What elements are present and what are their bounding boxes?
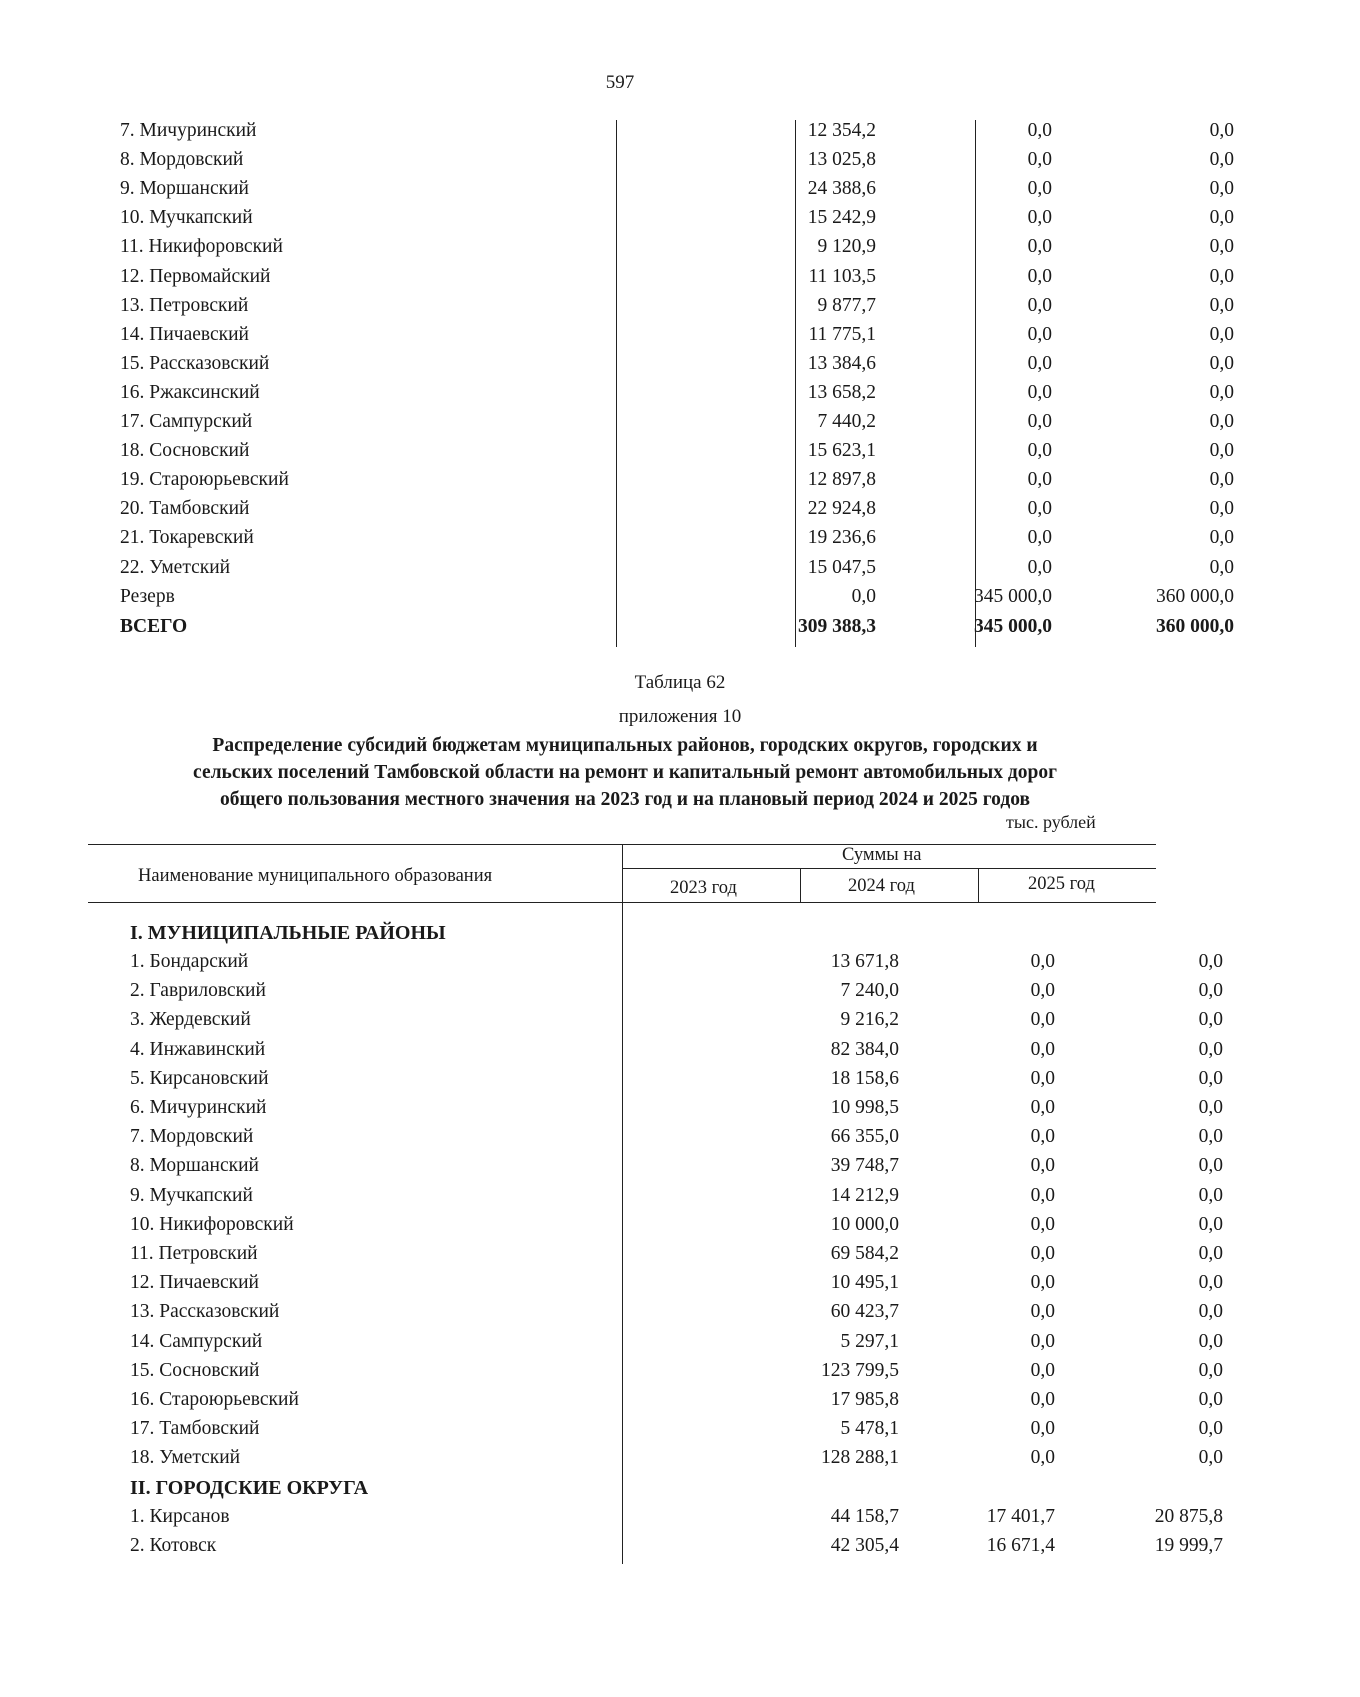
value-2023: 18 158,6 xyxy=(830,1067,899,1089)
row-name: 18. Уметский xyxy=(130,1447,241,1469)
value-2025: 0,0 xyxy=(1198,980,1223,1002)
value-2023: 11 103,5 xyxy=(808,265,876,287)
column-divider xyxy=(978,868,979,902)
table-row xyxy=(130,1447,1223,1476)
value-2025: 360 000,0 xyxy=(1156,585,1234,607)
row-name: 11. Петровский xyxy=(130,1243,258,1264)
row-name: 22. Уметский xyxy=(120,556,231,578)
row-name: 1. Кирсанов xyxy=(130,1505,230,1527)
page-number: 597 xyxy=(605,72,635,93)
value-2024: 0,0 xyxy=(1030,1126,1055,1148)
value-2023: 12 354,2 xyxy=(807,120,876,141)
value-2023: 24 388,6 xyxy=(807,178,876,200)
table-row xyxy=(130,1155,1223,1184)
value-2024: 0,0 xyxy=(1030,1097,1055,1118)
value-2023: 13 384,6 xyxy=(807,352,876,374)
title-line: общего пользования местного значения на 2023 год и на плановый период 2024 и 2025 годов xyxy=(219,789,1030,810)
value-2023: 10 998,5 xyxy=(830,1097,899,1118)
value-2024: 0,0 xyxy=(1030,1359,1055,1381)
value-2025: 0,0 xyxy=(1209,149,1234,171)
row-name: ВСЕГО xyxy=(120,615,188,637)
value-2024: 0,0 xyxy=(1027,207,1052,229)
value-2023: 15 242,9 xyxy=(807,207,876,229)
row-name: 14. Пичаевский xyxy=(120,323,249,345)
row-name: 6. Мичуринский xyxy=(130,1097,267,1118)
value-2024: 0,0 xyxy=(1030,1213,1055,1235)
row-name: 3. Жердевский xyxy=(130,1009,251,1031)
row-name: 10. Мучкапский xyxy=(120,207,253,229)
table-row xyxy=(130,1038,1223,1068)
value-2024: 0,0 xyxy=(1027,178,1052,200)
row-name: 15. Сосновский xyxy=(130,1359,260,1381)
table-title xyxy=(130,732,1120,813)
table-row xyxy=(130,1505,1223,1535)
value-2023: 123 799,5 xyxy=(821,1359,899,1381)
value-2024: 16 671,4 xyxy=(986,1534,1055,1556)
value-2024: 0,0 xyxy=(1030,951,1055,972)
value-2023: 5 478,1 xyxy=(840,1418,899,1440)
value-2023: 11 775,1 xyxy=(808,323,876,345)
table-row xyxy=(120,178,1234,207)
table-row xyxy=(130,1213,1223,1243)
table-row xyxy=(130,1067,1223,1097)
table-row xyxy=(120,585,1234,615)
header-mid-rule xyxy=(622,868,1156,869)
value-2024: 0,0 xyxy=(1030,1447,1055,1469)
value-2023: 309 388,3 xyxy=(798,615,876,637)
value-2024: 0,0 xyxy=(1030,1067,1055,1089)
table-row xyxy=(120,265,1234,295)
title-line: сельских поселений Тамбовской области на ремонт и капитальный ремонт автомобильных дорог xyxy=(193,762,1057,783)
row-name: 16. Староюрьевский xyxy=(130,1389,299,1410)
value-2024: 17 401,7 xyxy=(986,1505,1055,1527)
value-2025: 0,0 xyxy=(1209,236,1234,258)
value-2024: 345 000,0 xyxy=(974,615,1052,637)
row-name: 13. Петровский xyxy=(120,294,249,316)
value-2024: 0,0 xyxy=(1030,1301,1055,1323)
value-2023: 10 495,1 xyxy=(830,1272,899,1294)
table-row xyxy=(120,294,1234,324)
value-2024: 0,0 xyxy=(1027,149,1052,171)
value-2025: 0,0 xyxy=(1198,1272,1223,1294)
value-2023: 42 305,4 xyxy=(830,1534,899,1556)
value-2023: 44 158,7 xyxy=(830,1505,899,1527)
units-label: тыс. рублей xyxy=(1006,812,1096,832)
value-2023: 14 212,9 xyxy=(830,1184,899,1206)
value-2024: 0,0 xyxy=(1027,440,1052,462)
table-row xyxy=(130,1389,1223,1418)
value-2024: 0,0 xyxy=(1027,556,1052,578)
value-2024: 0,0 xyxy=(1027,498,1052,520)
value-2024: 0,0 xyxy=(1027,381,1052,403)
value-2023: 0,0 xyxy=(851,585,876,607)
value-2025: 20 875,8 xyxy=(1154,1505,1223,1527)
row-name: 5. Кирсановский xyxy=(130,1067,269,1089)
value-2025: 0,0 xyxy=(1209,265,1234,287)
row-name: 14. Сампурский xyxy=(130,1330,263,1352)
table-row xyxy=(130,1534,1223,1564)
row-name: 8. Мордовский xyxy=(120,149,244,171)
value-2024: 0,0 xyxy=(1027,527,1052,549)
value-2023: 7 240,0 xyxy=(840,980,899,1002)
value-2025: 360 000,0 xyxy=(1156,615,1234,637)
row-name: 2. Котовск xyxy=(130,1534,217,1556)
row-name: 7. Мордовский xyxy=(130,1126,254,1148)
table-row xyxy=(130,1184,1223,1214)
row-name: 9. Моршанский xyxy=(120,178,249,200)
value-2023: 10 000,0 xyxy=(830,1213,899,1235)
value-2024: 0,0 xyxy=(1030,1389,1055,1410)
value-2025: 0,0 xyxy=(1198,1067,1223,1089)
value-2025: 0,0 xyxy=(1198,1389,1223,1410)
value-2025: 0,0 xyxy=(1209,498,1234,520)
table-row xyxy=(120,352,1234,382)
header-2025: 2025 год xyxy=(1028,874,1095,894)
row-name: 1. Бондарский xyxy=(130,951,249,972)
appendix-label: приложения 10 xyxy=(618,706,742,727)
row-name: Резерв xyxy=(120,585,175,607)
header-2023: 2023 год xyxy=(670,878,737,898)
value-2023: 9 877,7 xyxy=(817,294,876,316)
value-2025: 0,0 xyxy=(1209,207,1234,229)
value-2025: 0,0 xyxy=(1209,469,1234,491)
row-name: 2. Гавриловский xyxy=(130,980,266,1002)
value-2023: 7 440,2 xyxy=(817,411,876,432)
table-row xyxy=(120,556,1234,586)
section-heading: I. МУНИЦИПАЛЬНЫЕ РАЙОНЫ xyxy=(130,922,446,944)
value-2023: 15 047,5 xyxy=(807,556,876,578)
row-name: 20. Тамбовский xyxy=(120,498,250,520)
table-row xyxy=(130,1126,1223,1155)
value-2023: 9 216,2 xyxy=(840,1009,899,1031)
table-row xyxy=(130,951,1223,980)
value-2025: 0,0 xyxy=(1198,1097,1223,1118)
header-2024: 2024 год xyxy=(848,876,915,896)
value-2024: 0,0 xyxy=(1030,1330,1055,1352)
table-row xyxy=(120,381,1234,411)
value-2023: 17 985,8 xyxy=(830,1389,899,1410)
value-2023: 15 623,1 xyxy=(807,440,876,462)
table-row xyxy=(130,1359,1223,1389)
value-2024: 0,0 xyxy=(1027,120,1052,141)
value-2025: 0,0 xyxy=(1198,951,1223,972)
row-name: 13. Рассказовский xyxy=(130,1301,280,1323)
value-2024: 0,0 xyxy=(1030,1418,1055,1440)
value-2025: 0,0 xyxy=(1198,1447,1223,1469)
value-2025: 0,0 xyxy=(1209,120,1234,141)
table-row xyxy=(120,440,1234,469)
value-2025: 0,0 xyxy=(1198,1155,1223,1177)
row-name: 9. Мучкапский xyxy=(130,1184,253,1206)
table-row xyxy=(120,149,1234,178)
row-name: 7. Мичуринский xyxy=(120,120,257,141)
value-2025: 0,0 xyxy=(1209,178,1234,200)
value-2025: 0,0 xyxy=(1198,1126,1223,1148)
table-label: Таблица 62 xyxy=(634,672,726,693)
value-2023: 128 288,1 xyxy=(821,1447,899,1469)
value-2024: 0,0 xyxy=(1030,1155,1055,1177)
row-name: 4. Инжавинский xyxy=(130,1038,266,1060)
value-2025: 0,0 xyxy=(1209,352,1234,374)
header-sums: Суммы на xyxy=(842,845,922,865)
table-row xyxy=(130,1009,1223,1038)
table-row xyxy=(130,1418,1223,1447)
value-2024: 0,0 xyxy=(1027,411,1052,432)
row-name: 10. Никифоровский xyxy=(130,1213,294,1235)
table-row xyxy=(130,1330,1223,1360)
value-2024: 0,0 xyxy=(1027,352,1052,374)
row-name: 11. Никифоровский xyxy=(120,236,283,258)
value-2025: 0,0 xyxy=(1209,294,1234,316)
value-2023: 13 025,8 xyxy=(807,149,876,171)
value-2023: 9 120,9 xyxy=(817,236,876,258)
table-row xyxy=(130,1301,1223,1330)
value-2025: 0,0 xyxy=(1209,323,1234,345)
value-2023: 69 584,2 xyxy=(830,1243,899,1264)
row-name: 15. Рассказовский xyxy=(120,352,270,374)
value-2025: 0,0 xyxy=(1198,1009,1223,1031)
value-2025: 0,0 xyxy=(1198,1038,1223,1060)
table-row xyxy=(130,1097,1223,1126)
value-2023: 13 671,8 xyxy=(830,951,899,972)
value-2023: 19 236,6 xyxy=(807,527,876,549)
table-row xyxy=(120,498,1234,527)
row-name: 19. Староюрьевский xyxy=(120,469,289,491)
value-2024: 0,0 xyxy=(1030,1184,1055,1206)
value-2024: 0,0 xyxy=(1027,469,1052,491)
value-2023: 5 297,1 xyxy=(840,1330,899,1352)
value-2025: 0,0 xyxy=(1198,1184,1223,1206)
value-2023: 82 384,0 xyxy=(830,1038,899,1060)
value-2025: 0,0 xyxy=(1198,1418,1223,1440)
table-row xyxy=(120,469,1234,498)
value-2024: 0,0 xyxy=(1027,294,1052,316)
value-2025: 0,0 xyxy=(1198,1359,1223,1381)
table-row xyxy=(130,980,1223,1009)
value-2023: 12 897,8 xyxy=(807,469,876,491)
value-2025: 0,0 xyxy=(1198,1213,1223,1235)
value-2025: 19 999,7 xyxy=(1154,1534,1223,1556)
value-2024: 0,0 xyxy=(1027,265,1052,287)
value-2023: 13 658,2 xyxy=(807,381,876,403)
value-2024: 0,0 xyxy=(1030,980,1055,1002)
table-row xyxy=(130,1243,1223,1272)
table-row xyxy=(120,411,1234,440)
value-2024: 0,0 xyxy=(1027,236,1052,258)
title-line: Распределение субсидий бюджетам муниципальных районов, городских округов, городских и xyxy=(212,735,1038,756)
value-2025: 0,0 xyxy=(1209,411,1234,432)
value-2024: 0,0 xyxy=(1030,1272,1055,1294)
value-2023: 22 924,8 xyxy=(807,498,876,520)
value-2025: 0,0 xyxy=(1209,440,1234,462)
value-2025: 0,0 xyxy=(1198,1330,1223,1352)
value-2024: 0,0 xyxy=(1030,1038,1055,1060)
row-name: 12. Пичаевский xyxy=(130,1272,259,1294)
row-name: 17. Сампурский xyxy=(120,411,253,432)
row-name: 18. Сосновский xyxy=(120,440,250,462)
value-2025: 0,0 xyxy=(1198,1243,1223,1264)
row-name: 16. Ржаксинский xyxy=(120,381,260,403)
value-2023: 60 423,7 xyxy=(830,1301,899,1323)
value-2025: 0,0 xyxy=(1209,381,1234,403)
row-name: 21. Токаревский xyxy=(120,527,254,549)
table-row xyxy=(120,120,1234,149)
value-2023: 66 355,0 xyxy=(830,1126,899,1148)
value-2025: 0,0 xyxy=(1209,527,1234,549)
value-2023: 39 748,7 xyxy=(830,1155,899,1177)
value-2024: 0,0 xyxy=(1030,1243,1055,1264)
value-2024: 0,0 xyxy=(1027,323,1052,345)
row-name: 17. Тамбовский xyxy=(130,1418,260,1440)
table-row xyxy=(120,207,1234,236)
header-name-column: Наименование муниципального образования xyxy=(138,866,493,886)
table-row xyxy=(120,615,1234,645)
value-2024: 345 000,0 xyxy=(974,585,1052,607)
table-row xyxy=(130,1272,1223,1301)
value-2024: 0,0 xyxy=(1030,1009,1055,1031)
row-name: 8. Моршанский xyxy=(130,1155,259,1177)
table-row xyxy=(120,236,1234,265)
column-divider xyxy=(800,868,801,902)
table-row xyxy=(120,527,1234,556)
table-row xyxy=(120,323,1234,353)
section-heading: II. ГОРОДСКИЕ ОКРУГА xyxy=(130,1476,369,1499)
row-name: 12. Первомайский xyxy=(120,265,271,287)
value-2025: 0,0 xyxy=(1198,1301,1223,1323)
value-2025: 0,0 xyxy=(1209,556,1234,578)
